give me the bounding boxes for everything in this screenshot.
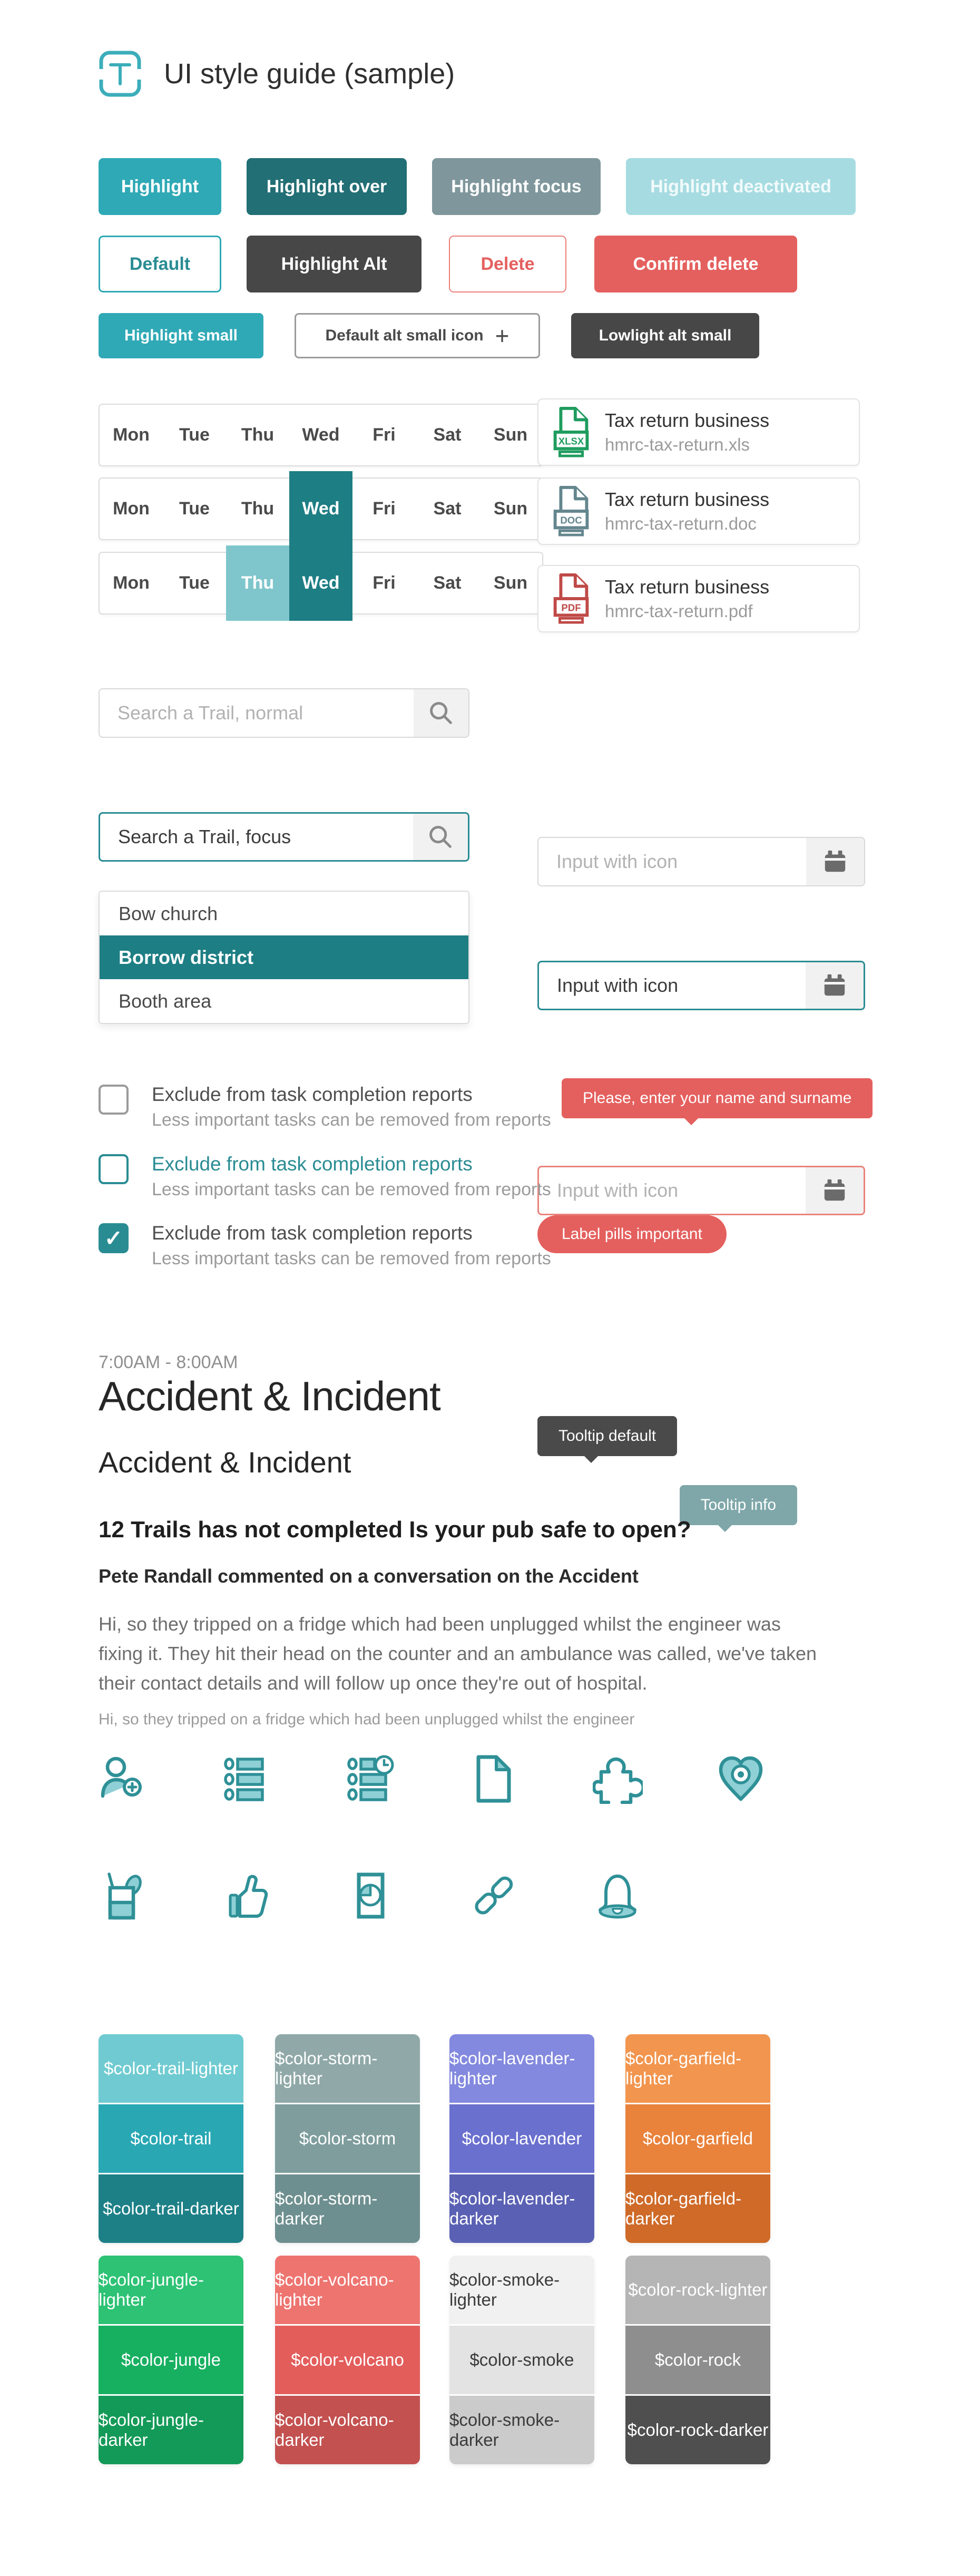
day-cell[interactable]: Mon [113, 425, 150, 445]
xlsx-file-icon [552, 406, 590, 458]
color-swatch: $color-volcano [275, 2326, 420, 2394]
color-swatch: $color-lavender [449, 2104, 594, 2173]
file-name: hmrc-tax-return.xls [605, 435, 750, 454]
file-title: Tax return business [605, 489, 770, 510]
thumb-up-icon [222, 1871, 272, 1921]
file-name: hmrc-tax-return.pdf [605, 601, 753, 621]
checkbox-label: Exclude from task completion reports [152, 1084, 473, 1105]
input-with-icon-focus-wrap [537, 961, 865, 1010]
color-swatch: $color-jungle-darker [99, 2396, 243, 2464]
file-name: hmrc-tax-return.doc [605, 514, 757, 533]
day-cell[interactable]: Sun [493, 573, 528, 593]
day-cell[interactable]: Thu [241, 499, 275, 519]
drink-icon [99, 1871, 149, 1921]
suggestion-item[interactable]: Bow church [119, 902, 218, 924]
checkbox-label: Exclude from task completion reports [152, 1222, 473, 1244]
day-cell-selected[interactable]: Wed [289, 471, 352, 547]
day-cell[interactable]: Mon [113, 499, 150, 519]
swatch-column-storm [275, 2034, 420, 2243]
app-logo-icon [99, 50, 142, 97]
day-picker-normal [99, 404, 543, 466]
swatch-column-trail [99, 2034, 243, 2243]
swatch-column-jungle [99, 2256, 243, 2464]
swatch-column-lavender [449, 2034, 594, 2243]
color-swatch: $color-rock-darker [625, 2396, 770, 2464]
event-body: Hi, so they tripped on a fridge which had been unplugged whilst the engineer was fixing it. They hit their head on the counter and an ambulance was called, we've taken their contact details and will follow up once they're out of hospital. [99, 1613, 817, 1694]
calendar-icon[interactable] [806, 838, 864, 885]
button-label: Delete [481, 253, 535, 274]
label-pill-important [537, 1215, 727, 1253]
pdf-file-icon [552, 573, 590, 625]
color-swatch: $color-trail-darker [99, 2174, 243, 2243]
checkbox-row-hover [99, 1153, 889, 1200]
input-with-icon-normal-wrap [537, 837, 865, 886]
day-cell[interactable]: Tue [179, 425, 210, 445]
highlight-deactivated-button[interactable] [626, 158, 856, 215]
day-cell[interactable]: Sun [493, 499, 528, 519]
checkbox-unchecked[interactable] [99, 1085, 129, 1115]
lowlight-alt-small-button[interactable] [571, 313, 759, 358]
day-cell[interactable]: Fri [373, 499, 396, 519]
color-swatch: $color-rock-lighter [625, 2256, 770, 2324]
file-title: Tax return business [605, 409, 770, 431]
search-input-normal[interactable] [100, 689, 468, 737]
button-label: Highlight over [266, 176, 387, 197]
checkbox-sublabel: Less important tasks can be removed from reports [152, 1248, 551, 1269]
color-swatch: $color-rock [625, 2326, 770, 2394]
confirm-delete-button[interactable] [594, 236, 797, 292]
button-label: Lowlight alt small [599, 327, 732, 344]
color-swatch: $color-jungle [99, 2326, 243, 2394]
calendar-icon[interactable] [806, 962, 864, 1009]
event-footnote: Hi, so they tripped on a fridge which had been unplugged whilst the engineer [99, 1711, 635, 1728]
tooltip-arrow [718, 1525, 732, 1532]
list-clock-icon [346, 1754, 396, 1804]
day-cell[interactable]: Sat [433, 499, 462, 519]
list-icon [222, 1754, 272, 1804]
autocomplete-dropdown [99, 891, 469, 1024]
suggestion-item-selected[interactable]: Borrow district [100, 935, 468, 979]
tooltip-text: Tooltip info [700, 1496, 777, 1514]
button-label: Confirm delete [633, 253, 759, 274]
tooltip-text: Tooltip default [558, 1427, 656, 1445]
button-label: Highlight Alt [281, 253, 387, 274]
doc-file-icon [552, 485, 590, 537]
day-cell-selected-light[interactable]: Thu [226, 545, 289, 621]
event-subtitle-h2: Accident & Incident [99, 1446, 351, 1479]
page-header [99, 50, 455, 97]
highlight-button[interactable] [99, 158, 221, 215]
color-swatch: $color-storm-darker [275, 2174, 420, 2243]
event-headline: 12 Trails has not completed Is your pub safe to open? [99, 1517, 691, 1543]
highlight-focus-button[interactable] [432, 158, 601, 215]
day-cell[interactable]: Wed [302, 425, 340, 445]
checkbox-row-unchecked [99, 1084, 889, 1130]
plus-icon: + [495, 322, 509, 349]
event-title-h1: Accident & Incident [99, 1373, 440, 1419]
color-swatch: $color-volcano-darker [275, 2396, 420, 2464]
checkbox-sublabel: Less important tasks can be removed from reports [152, 1110, 551, 1130]
puzzle-icon [593, 1754, 643, 1804]
svg-text:XLSX: XLSX [558, 435, 584, 447]
day-cell[interactable]: Thu [241, 425, 275, 445]
color-swatch: $color-jungle-lighter [99, 2256, 243, 2324]
highlight-small-button[interactable] [99, 313, 263, 358]
button-label: Default [129, 253, 191, 274]
color-swatch: $color-storm-lighter [275, 2034, 420, 2103]
button-label: Default alt small icon [325, 327, 484, 344]
tooltip-info [680, 1485, 797, 1525]
day-cell[interactable]: Fri [373, 425, 396, 445]
checkmark-icon: ✓ [104, 1226, 123, 1251]
file-title: Tax return business [605, 576, 770, 598]
day-cell[interactable]: Mon [113, 573, 150, 593]
color-swatch: $color-trail [99, 2104, 243, 2173]
button-label: Highlight [121, 176, 199, 197]
checkbox-row-checked [99, 1222, 889, 1269]
day-cell[interactable]: Tue [179, 573, 210, 593]
swatch-column-rock [625, 2256, 770, 2464]
day-cell[interactable]: Tue [179, 499, 210, 519]
link-icon [469, 1871, 519, 1921]
svg-text:DOC: DOC [560, 514, 582, 526]
color-swatch: $color-storm [275, 2104, 420, 2173]
color-swatch: $color-garfield-darker [625, 2174, 770, 2243]
color-swatch: $color-garfield [625, 2104, 770, 2173]
file-card-xlsx[interactable] [537, 398, 860, 466]
event-time: 7:00AM - 8:00AM [99, 1352, 238, 1372]
checkbox-checked[interactable] [99, 1223, 129, 1253]
button-label: Highlight small [124, 327, 238, 344]
checkbox-label: Exclude from task completion reports [152, 1153, 473, 1175]
day-cell[interactable]: Sat [433, 573, 462, 593]
file-card-doc[interactable] [537, 477, 860, 545]
search-input-normal-wrap [99, 688, 469, 738]
highlight-alt-button[interactable] [247, 236, 422, 292]
bell-icon [593, 1871, 643, 1921]
event-byline: Pete Randall commented on a conversation on the Accident [99, 1565, 639, 1587]
checkbox-sublabel: Less important tasks can be removed from reports [152, 1179, 551, 1199]
day-cell-selected[interactable]: Wed [289, 545, 352, 621]
swatch-column-garfield [625, 2034, 770, 2243]
color-swatch: $color-smoke-darker [449, 2396, 594, 2464]
report-pie-icon [346, 1871, 396, 1921]
pill-text: Label pills important [562, 1225, 702, 1243]
day-picker-range-selected [99, 552, 543, 614]
swatch-column-volcano [275, 2256, 420, 2464]
color-swatch: $color-lavender-lighter [449, 2034, 594, 2103]
tooltip-arrow [584, 1456, 599, 1463]
swatch-column-smoke [449, 2256, 594, 2464]
color-swatch: $color-smoke-lighter [449, 2256, 594, 2324]
day-picker-single-selected [99, 477, 543, 540]
color-swatch: $color-smoke [449, 2326, 594, 2394]
highlight-over-button[interactable] [247, 158, 407, 215]
checkbox-unchecked-teal[interactable] [99, 1154, 129, 1184]
day-cell[interactable]: Fri [373, 573, 396, 593]
add-user-icon [99, 1754, 149, 1804]
delete-button[interactable] [449, 236, 566, 292]
tooltip-default [537, 1416, 677, 1456]
default-button[interactable] [99, 236, 221, 292]
day-cell[interactable]: Sat [433, 425, 462, 445]
page-title: UI style guide (sample) [164, 58, 455, 90]
search-icon[interactable] [413, 814, 468, 860]
color-swatch: $color-lavender-darker [449, 2174, 594, 2243]
day-cell[interactable]: Sun [493, 425, 528, 445]
default-alt-small-icon-button[interactable] [295, 313, 540, 358]
document-icon [469, 1754, 519, 1804]
suggestion-item[interactable]: Booth area [119, 990, 212, 1012]
color-swatch: $color-trail-lighter [99, 2034, 243, 2103]
search-input-focus-wrap [99, 812, 469, 862]
error-message: Please, enter your name and surname [583, 1089, 852, 1107]
button-label: Highlight focus [451, 176, 582, 197]
heart-pin-icon [716, 1754, 766, 1804]
search-icon[interactable] [414, 689, 468, 737]
file-card-pdf[interactable] [537, 565, 860, 632]
svg-text:PDF: PDF [561, 602, 581, 613]
color-swatch: $color-volcano-lighter [275, 2256, 420, 2324]
color-swatch: $color-garfield-lighter [625, 2034, 770, 2103]
button-label: Highlight deactivated [650, 176, 831, 197]
